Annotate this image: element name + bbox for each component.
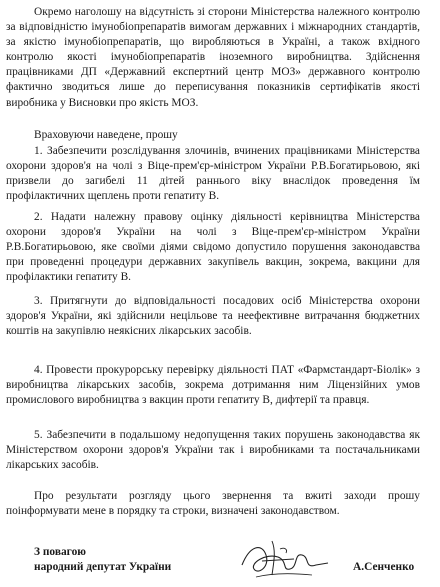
request-item-2: 2. Надати належну правову оцінку діяльності керівництва Міністерства охорони здоров'я України на чолі з Віце-прем'єр-міністром України Р.В.Богатирьовою, яке своїми діями свідомо допустило порушення законодавства при проведенні процедури державних закупівель вакцин, зокрема, вакцини для профілактики гепатиту В.	[6, 211, 420, 284]
intro-paragraph: Окремо наголошу на відсутність зі сторони Міністерства належного контролю за відповідністю імунобіопрепаратів вимогам державних і міжнародних стандартів, за якістю імунобіопрепаратів, що виробляються в Україні, а також вхідного контролю якості імунобіопрепаратів іноземного виробництва. Здійснення працівниками ДП «Державний експертний центр МОЗ» державного контролю фактично зводиться лише до переписування показників сертифікатів якості виробника у Висновки про якість МОЗ.	[6, 6, 420, 109]
request-item-1: 1. Забезпечити розслідування злочинів, вчинених працівниками Міністерства охорони здоров'я на чолі з Віце-прем'єр-міністром України Р.В.Богатирьовою, які призвели до загибелі 11 дітей раннього віку внаслідок проведення їм профілактичних щеплень проти гепатиту В.	[6, 145, 420, 203]
signature-name: А.Сенченко	[353, 561, 415, 573]
closing-paragraph: Про результати розгляду цього звернення та вжиті заходи прошу поінформувати мене в порядку та строки, визначені законодавством.	[6, 490, 420, 518]
lead-line: Враховуючи наведене, прошу	[34, 129, 178, 141]
signature-regards: З повагою	[34, 546, 86, 558]
request-item-3: 3. Притягнути до відповідальності посадових осіб Міністерства охорони здоров'я України, які здійснили нецільове та неефективне витрачання бюджетних коштів на закупівлю неякісних лікарських засобів.	[6, 295, 420, 338]
handwritten-signature	[232, 535, 332, 583]
request-item-5: 5. Забезпечити в подальшому недопущення таких порушень законодавства як Міністерством охорони здоров'я України так і виробниками та постачальниками лікарських засобів.	[6, 429, 420, 472]
signature-position: народний депутат України	[34, 561, 172, 573]
request-item-4: 4. Провести прокурорську перевірку діяльності ПАТ «Фармстандарт-Біолік» з виробництва лікарських засобів, зокрема дотримання ним Ліцензійних умов промислового виробництва з вакцин проти гепатиту В, дифтерії та правця.	[6, 364, 420, 407]
